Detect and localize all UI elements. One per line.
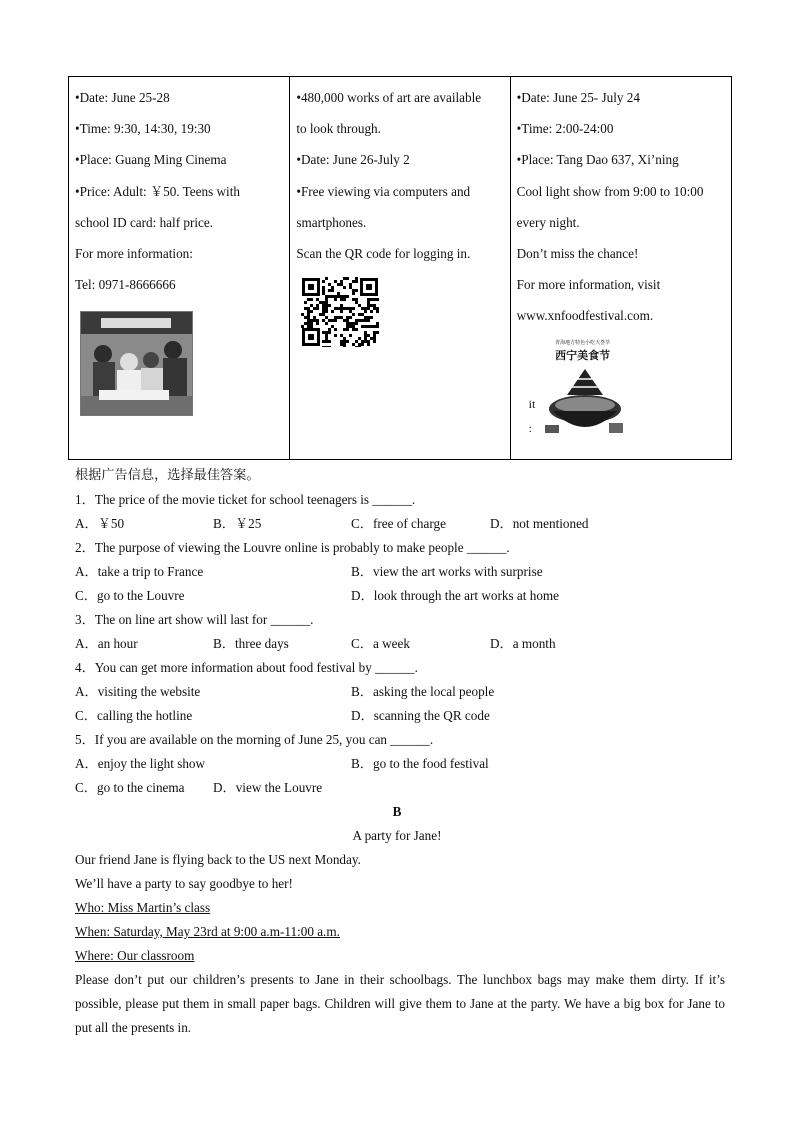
movie-photo [80,311,193,416]
qr-code-icon[interactable] [301,277,379,347]
ad-line: school ID card: half price. [75,214,214,230]
option-b[interactable]: B．￥25 [213,516,262,531]
option-a[interactable]: A．￥50 [75,516,125,531]
notice-line: Our friend Jane is flying back to the US next Monday. [75,852,361,867]
ad-louvre [289,77,509,459]
option-a[interactable]: A．enjoy the light show [75,756,206,771]
ad-line: •Price: Adult: ￥50. Teens with [75,183,240,199]
ad-line: •480,000 works of art are available [296,90,482,105]
option-b[interactable]: B．view the art works with surprise [351,564,543,579]
notice-paragraph: Please don’t put our children’s presents to Jane in their schoolbags. The lunchbox bags may make them dirty. If it’s possible, please put them in small paper bags. Children will give them to Jane at the party. We have a big box for Jane to put all the presents in. [75,972,725,1035]
option-c[interactable]: C．free of charge [351,516,446,531]
option-d[interactable]: D．look through the art works at home [351,588,560,603]
ad-line: For more information: [75,245,193,261]
option-a[interactable]: A．take a trip to France [75,564,204,579]
ad-line: every night. [516,214,580,230]
section-label: B [392,804,402,819]
option-c[interactable]: C．go to the cinema [75,780,185,795]
ad-line: Tel: 0971-8666666 [75,277,176,293]
question-stem: 5．If you are available on the morning of June 25, you can ______. [75,732,434,747]
option-d[interactable]: D．a month [490,636,556,651]
notice-when: When: Saturday, May 23rd at 9:00 a.m-11:00 a.m. [75,924,340,939]
ad-line: Scan the QR code for logging in. [296,245,471,261]
food-bowl-icon [545,365,625,443]
ad-cinema [69,77,289,459]
ad-line: •Free viewing via computers and [296,183,471,199]
ad-line: •Date: June 26-July 2 [296,152,410,168]
notice-line: We’ll have a party to say goodbye to her! [75,876,293,891]
notice-where: Where: Our classroom [75,948,195,963]
option-b[interactable]: B．go to the food festival [351,756,489,771]
ad-line: •Date: June 25-28 [75,90,170,105]
poster-title: 西宁美食节 [555,349,611,362]
ad-line: to look through. [296,121,381,137]
ad-line: For more information, visit [516,277,661,293]
ad-line: Cool light show from 9:00 to 10:00 [516,183,704,199]
ad-line: •Place: Guang Ming Cinema [75,152,227,168]
option-d[interactable]: D．view the Louvre [213,780,323,795]
ad-line: •Date: June 25- July 24 [516,90,640,105]
ad-line: •Place: Tang Dao 637, Xi’ning [516,152,679,168]
ad-line: smartphones. [296,214,367,230]
question-stem: 3．The on line art show will last for ______. [75,612,314,627]
question-stem: 2．The purpose of viewing the Louvre online is probably to make people ______. [75,540,510,555]
instruction: 根据广告信息，选择最佳答案。 [75,467,260,482]
ad-line: •Time: 2:00-24:00 [516,121,614,137]
option-d[interactable]: D．not mentioned [490,516,589,531]
food-festival-poster [528,339,627,443]
option-c[interactable]: C．go to the Louvre [75,588,185,603]
ad-line: Don’t miss the chance! [516,245,639,261]
notice-who: Who: Miss Martin’s class [75,900,211,915]
ad-food-festival [510,77,731,459]
poster-subtitle: 青海地方特色小吃大荟萃 [555,340,611,346]
section-title: A party for Jane! [352,828,442,843]
website-link[interactable]: www.xnfoodfestival.com. [516,308,654,324]
question-stem: 1．The price of the movie ticket for school teenagers is ______. [75,492,416,507]
option-a[interactable]: A．visiting the website [75,684,201,699]
option-b[interactable]: B．asking the local people [351,684,495,699]
option-b[interactable]: B．three days [213,636,289,651]
option-d[interactable]: D．scanning the QR code [351,708,490,723]
question-stem: 4．You can get more information about food festival by ______. [75,660,418,675]
ad-line: •Time: 9:30, 14:30, 19:30 [75,121,211,137]
poster-fragment: it : [528,397,536,435]
option-c[interactable]: C．a week [351,636,410,651]
option-c[interactable]: C．calling the hotline [75,708,193,723]
advertisement-table [68,76,732,460]
option-a[interactable]: A．an hour [75,636,138,651]
